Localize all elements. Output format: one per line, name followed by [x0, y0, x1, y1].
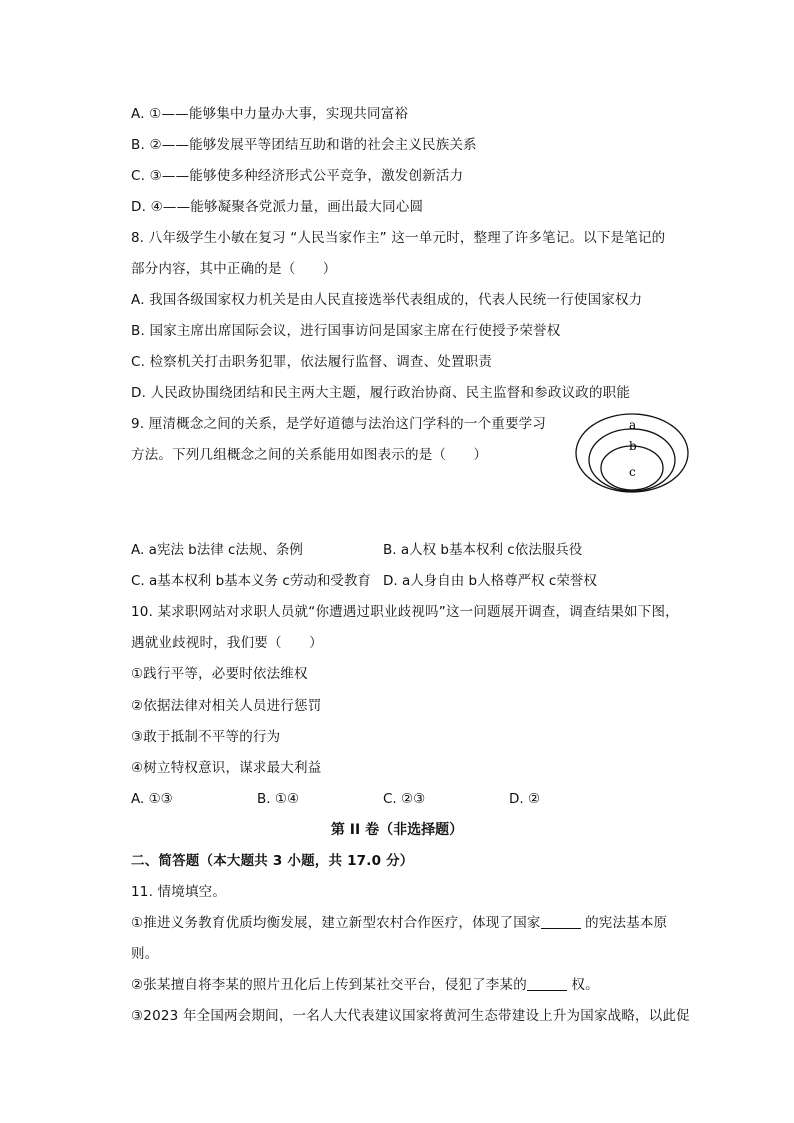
q8-stem-line1: 8. 八年级学生小敏在复习 “人民当家作主” 这一单元时，整理了许多笔记。以下是笔记的 — [131, 230, 666, 246]
answer-blank-2[interactable] — [527, 976, 567, 991]
q8-option-d: D. 人民政协围绕团结和民主两大主题，履行政治协商、民主监督和参政议政的职能 — [131, 385, 631, 401]
q10-stem-line1: 10. 某求职网站对求职人员就“你遭遇过职业歧视吗”这一问题展开调查，调查结果如下图， — [131, 604, 679, 620]
q10-statement-4: ④树立特权意识，谋求最大利益 — [131, 760, 322, 776]
q11-stem: 11. 情境填空。 — [131, 884, 227, 900]
section-title: 第 II 卷（非选择题） — [330, 822, 464, 838]
q9-option-b: B. a人权 b基本权利 c依法服兵役 — [383, 542, 583, 558]
q10-option-b: B. ①④ — [257, 791, 300, 807]
q11-item-1 — [131, 913, 667, 933]
q10-statement-3: ③敢于抵制不平等的行为 — [131, 729, 281, 745]
diagram-label-a: a — [629, 418, 637, 432]
diagram-label-b: b — [629, 439, 637, 453]
q10-statement-2: ②依据法律对相关人员进行惩罚 — [131, 698, 322, 714]
nested-ellipse-diagram — [574, 412, 690, 494]
answer-blank-1[interactable] — [541, 914, 581, 929]
q7-option-d: D. ④——能够凝聚各党派力量，画出最大同心圆 — [131, 199, 424, 215]
q11-item1-text: ①推进义务教育优质均衡发展，建立新型农村合作医疗，体现了国家 — [131, 915, 541, 931]
q11-item2-text: ②张某擅自将李某的照片丑化后上传到某社交平台，侵犯了李某的 — [131, 977, 527, 993]
q11-item-3: ③2023 年全国两会期间，一名人大代表建议国家将黄河生态带建设上升为国家战略，以此促 — [131, 1008, 690, 1024]
q9-option-d: D. a人身自由 b人格尊严权 c荣誉权 — [383, 573, 597, 589]
q10-option-c: C. ②③ — [383, 791, 426, 807]
q8-option-b: B. 国家主席出席国际会议，进行国事访问是国家主席在行使授予荣誉权 — [131, 323, 561, 339]
q10-stem-line2: 遇就业歧视时，我们要（ ） — [131, 635, 323, 651]
q7-option-b: B. ②——能够发展平等团结互助和谐的社会主义民族关系 — [131, 137, 477, 153]
q9-option-c: C. a基本权利 b基本义务 c劳动和受教育 — [131, 573, 371, 589]
q9-stem-line1: 9. 厘清概念之间的关系，是学好道德与法治这门学科的一个重要学习 — [131, 416, 547, 432]
q9-stem-line2: 方法。下列几组概念之间的关系能用如图表示的是（ ） — [131, 447, 488, 463]
q8-stem-line2: 部分内容，其中正确的是（ ） — [131, 261, 337, 277]
q10-option-d: D. ② — [509, 791, 541, 807]
q10-option-a: A. ①③ — [131, 791, 173, 807]
q7-option-c: C. ③——能够使多种经济形式公平竞争，激发创新活力 — [131, 168, 464, 184]
q11-item1-tail: 的宪法基本原 — [580, 915, 668, 931]
q8-option-c: C. 检察机关打击职务犯罪，依法履行监督、调查、处置职责 — [131, 354, 493, 370]
q11-item-2 — [131, 975, 599, 995]
q7-option-a: A. ①——能够集中力量办大事，实现共同富裕 — [131, 106, 409, 122]
q8-option-a: A. 我国各级国家权力机关是由人民直接选举代表组成的，代表人民统一行使国家权力 — [131, 292, 643, 308]
section-heading: 二、简答题（本大题共 3 小题，共 17.0 分） — [131, 853, 414, 869]
q11-item1-cont: 则。 — [131, 946, 159, 962]
q9-option-a: A. a宪法 b法律 c法规、条例 — [131, 542, 303, 558]
q11-item2-tail: 权。 — [566, 977, 599, 993]
q10-statement-1: ①践行平等，必要时依法维权 — [131, 666, 308, 682]
diagram-label-c: c — [629, 465, 636, 479]
